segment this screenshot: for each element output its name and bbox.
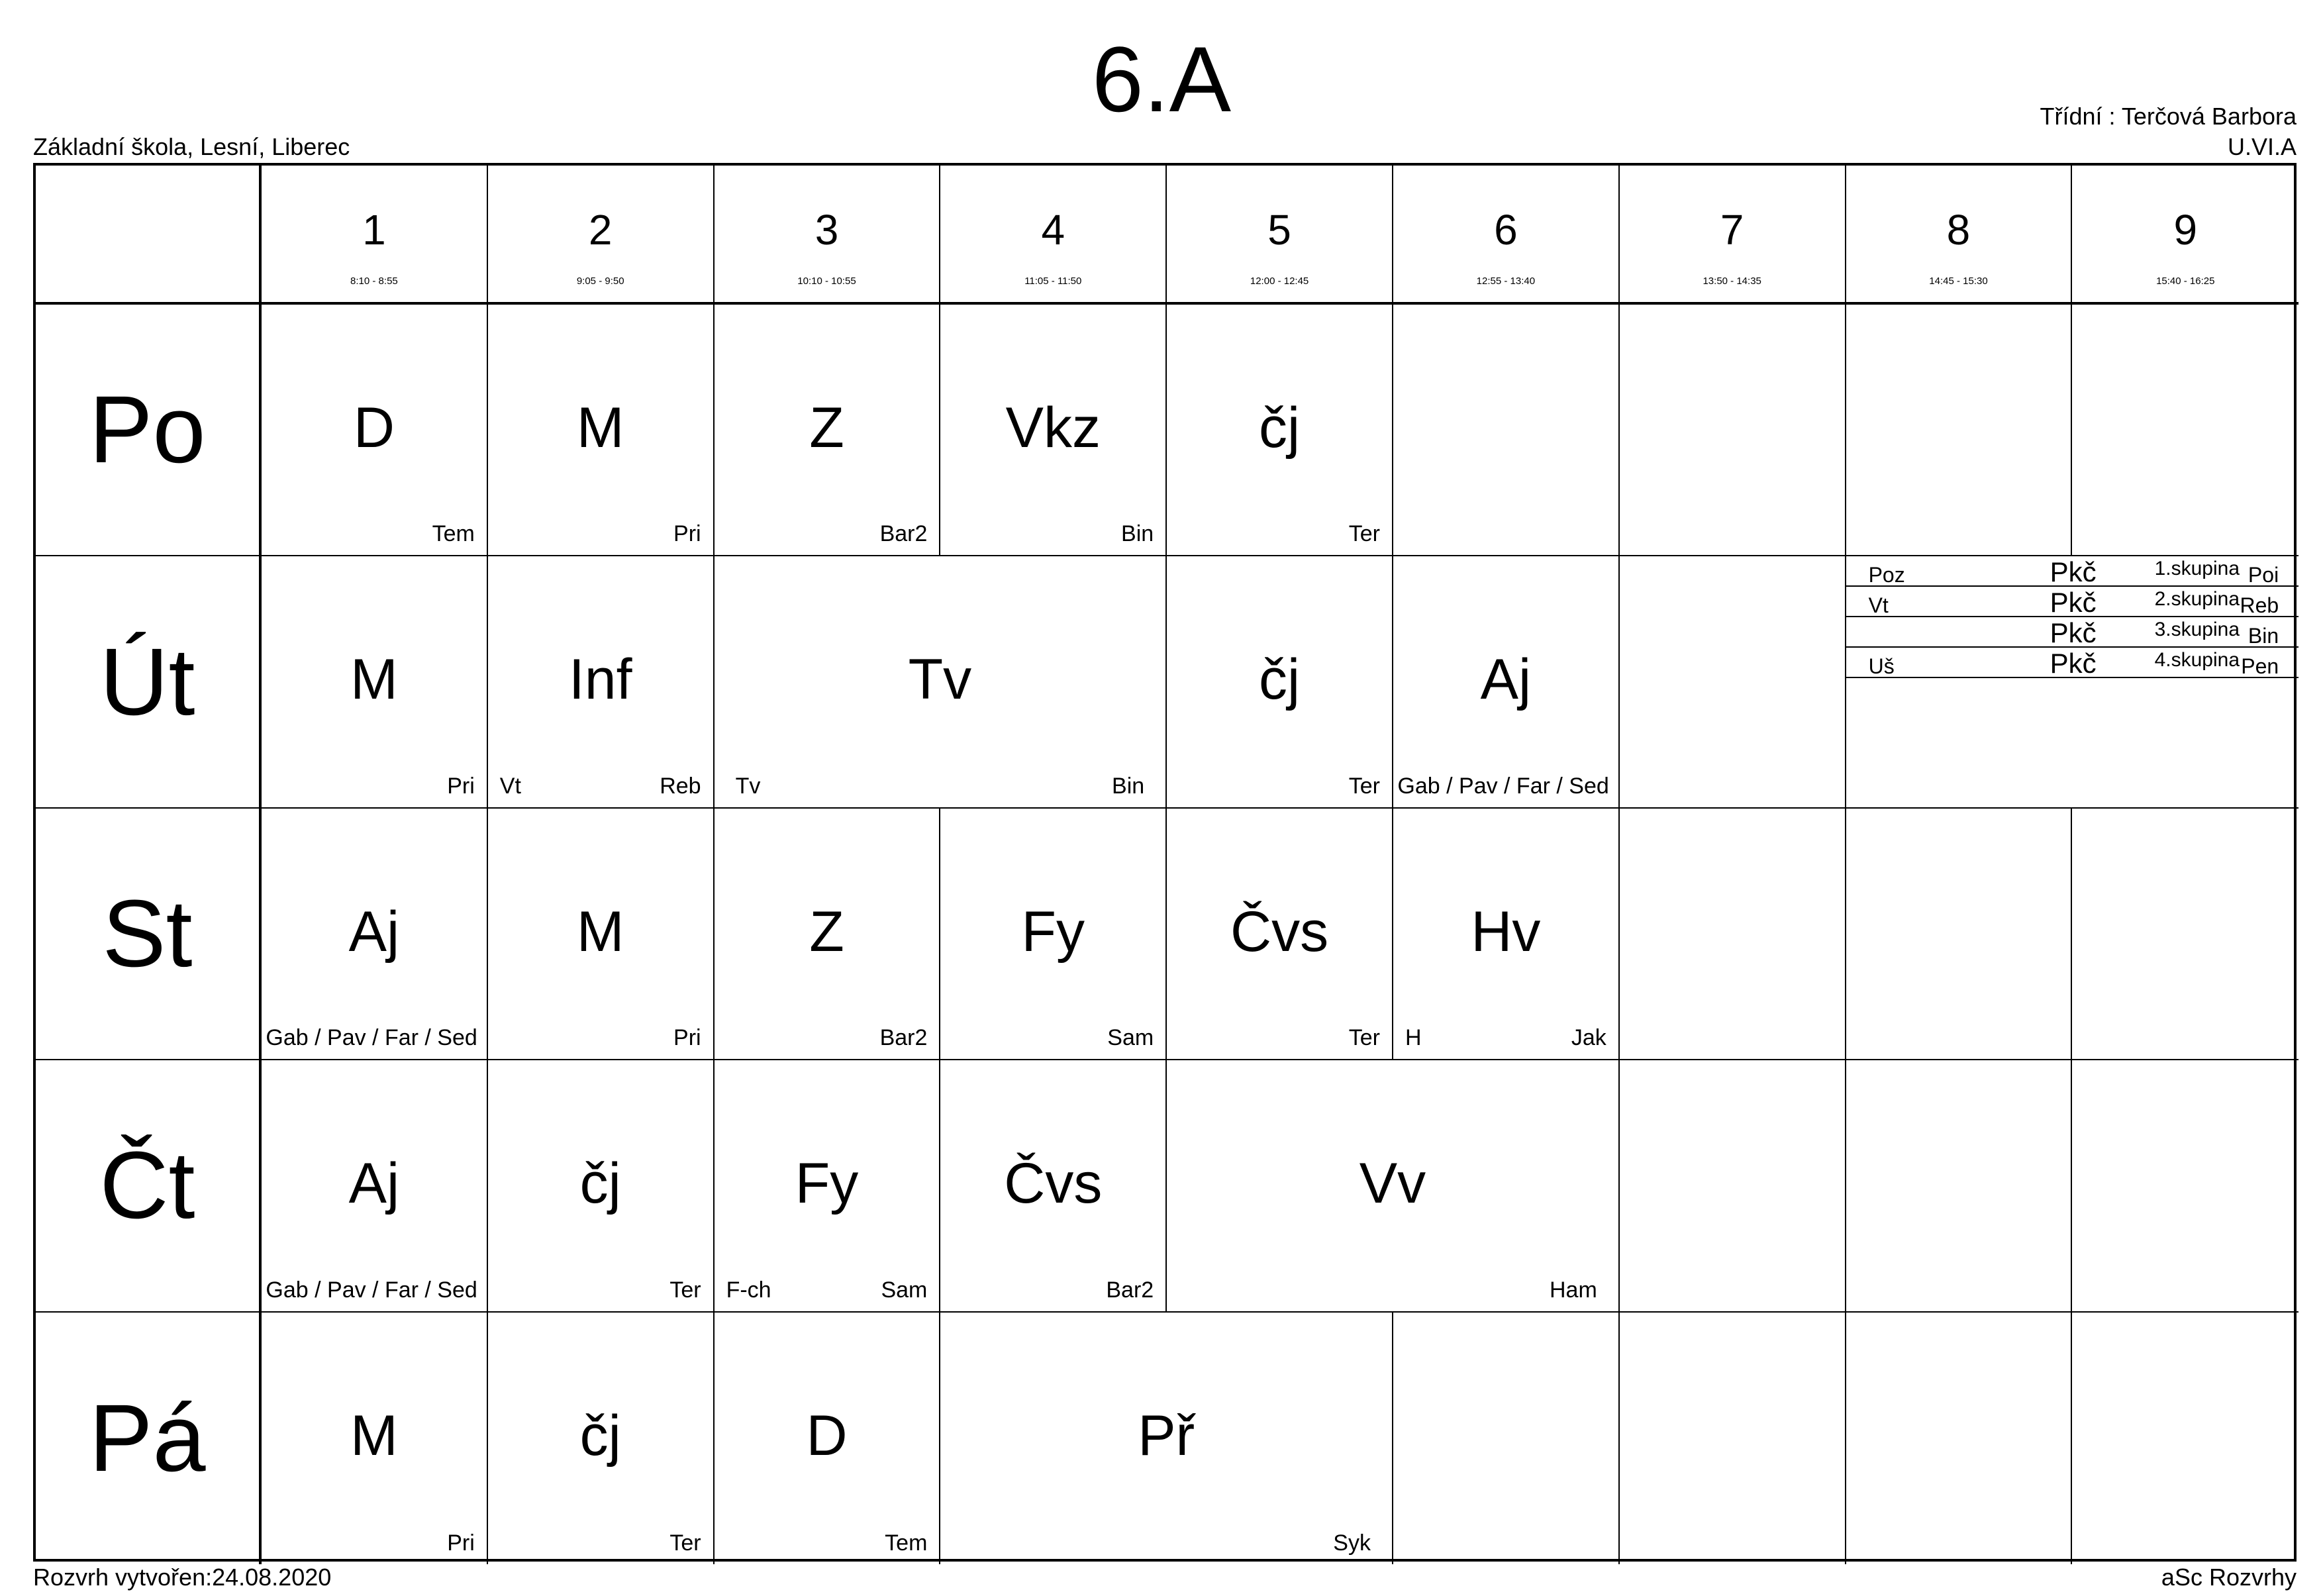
- lesson-subject: Čvs: [1004, 1152, 1103, 1216]
- period-header: [1620, 166, 1846, 305]
- empty-cell: [2072, 809, 2298, 1060]
- lesson-teacher: Gab / Pav / Far / Sed: [266, 1277, 477, 1303]
- lesson-teacher: Ter: [669, 1277, 701, 1303]
- day-name: Pá: [89, 1384, 206, 1491]
- group-lesson-list: [1846, 556, 2299, 678]
- lesson-cell: [940, 809, 1167, 1060]
- day-header: [36, 305, 262, 556]
- lesson-cell: [1393, 556, 1620, 808]
- lesson-cell: [940, 1060, 1167, 1312]
- lesson-teacher: Pri: [673, 1025, 701, 1051]
- group-lesson-row: [1846, 648, 2299, 678]
- lesson-subject: D: [806, 1403, 848, 1468]
- lesson-teacher: Reb: [660, 773, 701, 799]
- period-header: [1846, 166, 2073, 305]
- day-header: [36, 809, 262, 1060]
- lesson-cell: [488, 1060, 715, 1312]
- lesson-teacher: Bar2: [879, 521, 928, 547]
- timetable-grid: [33, 163, 2297, 1562]
- lesson-teacher: Sam: [881, 1277, 928, 1303]
- lesson-teacher: Jak: [1571, 1025, 1606, 1051]
- created-date: Rozvrh vytvořen:24.08.2020: [33, 1564, 332, 1591]
- lesson-subject: M: [576, 396, 624, 460]
- period-header: [2072, 166, 2298, 305]
- lesson-subject: Aj: [348, 899, 400, 964]
- empty-cell: [1393, 1313, 1620, 1564]
- lesson-subject: Z: [809, 396, 844, 460]
- group-lesson-row: [1846, 556, 2299, 587]
- day-header: [36, 556, 262, 808]
- period-header: [1393, 166, 1620, 305]
- lesson-teacher: Bar2: [1106, 1277, 1154, 1303]
- lesson-teacher: Pri: [447, 1530, 475, 1556]
- lesson-cell: [715, 1060, 941, 1312]
- day-name: Po: [89, 376, 206, 483]
- group-teacher: Pen: [2241, 654, 2279, 679]
- lesson-subject: Vv: [1359, 1152, 1426, 1216]
- group-teacher: Bin: [2248, 624, 2279, 648]
- day-name: Čt: [99, 1132, 195, 1239]
- group-teacher: Poi: [2248, 563, 2279, 587]
- software-credit: aSc Rozvrhy: [2161, 1564, 2297, 1591]
- lesson-cell: [262, 305, 488, 556]
- lesson-cell: [715, 556, 1167, 808]
- empty-cell: [1620, 809, 1846, 1060]
- period-header: [488, 166, 715, 305]
- lesson-teacher: Tem: [885, 1530, 928, 1556]
- empty-cell: [1620, 1313, 1846, 1564]
- lesson-subject: Fy: [1021, 899, 1085, 964]
- period-header: [715, 166, 941, 305]
- lesson-teacher: Sam: [1107, 1025, 1154, 1051]
- day-header: [36, 1313, 262, 1564]
- period-number: 8: [1946, 206, 1971, 254]
- group-code: Uš: [1868, 654, 1895, 679]
- group-code: Poz: [1868, 563, 1905, 587]
- lesson-teacher: Gab / Pav / Far / Sed: [1397, 773, 1609, 799]
- period-header: [1167, 166, 1393, 305]
- lesson-cell: [1167, 809, 1393, 1060]
- lesson-subject: D: [353, 396, 395, 460]
- lesson-teacher: Bin: [1112, 773, 1145, 799]
- lesson-group: Vt: [499, 773, 521, 799]
- empty-cell: [1846, 1313, 2073, 1564]
- lesson-teacher: Gab / Pav / Far / Sed: [266, 1025, 477, 1051]
- period-time: 9:05 - 9:50: [576, 275, 624, 287]
- lesson-subject: M: [350, 1403, 398, 1468]
- empty-cell: [1620, 556, 1846, 808]
- lesson-teacher: Pri: [673, 521, 701, 547]
- group-name: 1.skupina: [2154, 558, 2240, 580]
- lesson-teacher: Ter: [669, 1530, 701, 1556]
- lesson-subject: Vkz: [1005, 396, 1101, 460]
- lesson-cell: [1167, 556, 1393, 808]
- period-number: 9: [2173, 206, 2198, 254]
- period-time: 11:05 - 11:50: [1024, 275, 1082, 287]
- group-code: Vt: [1868, 593, 1889, 618]
- lesson-cell: [1167, 305, 1393, 556]
- lesson-cell: [488, 809, 715, 1060]
- empty-cell: [1846, 809, 2073, 1060]
- period-number: 7: [1720, 206, 1744, 254]
- lesson-cell: [262, 556, 488, 808]
- empty-cell: [2072, 1060, 2298, 1312]
- lesson-cell: [488, 1313, 715, 1564]
- lesson-cell: [715, 305, 941, 556]
- day-name: Út: [99, 628, 195, 735]
- lesson-teacher: Ter: [1348, 773, 1380, 799]
- period-time: 12:55 - 13:40: [1476, 275, 1536, 287]
- lesson-subject: čj: [579, 1152, 621, 1216]
- lesson-subject: Aj: [1480, 648, 1532, 712]
- period-number: 2: [588, 206, 613, 254]
- lesson-cell: [715, 809, 941, 1060]
- lesson-teacher: Syk: [1333, 1530, 1371, 1556]
- lesson-subject: M: [350, 648, 398, 712]
- lesson-subject: Inf: [568, 648, 632, 712]
- period-header: [940, 166, 1167, 305]
- lesson-teacher: Tem: [432, 521, 475, 547]
- lesson-cell: [262, 1060, 488, 1312]
- lesson-group: H: [1405, 1025, 1422, 1051]
- period-number: 5: [1267, 206, 1291, 254]
- lesson-subject: Čvs: [1230, 899, 1329, 964]
- empty-cell: [1620, 1060, 1846, 1312]
- day-name: St: [102, 879, 193, 987]
- lesson-subject: čj: [1259, 648, 1301, 712]
- group-subject: Pkč: [2050, 648, 2097, 679]
- lesson-subject: Tv: [908, 648, 972, 712]
- lesson-cell: [715, 1313, 941, 1564]
- lesson-subject: Fy: [795, 1152, 859, 1216]
- lesson-cell: [940, 305, 1167, 556]
- group-subject: Pkč: [2050, 617, 2097, 649]
- group-subject: Pkč: [2050, 587, 2097, 619]
- lesson-teacher: Ter: [1348, 521, 1380, 547]
- lesson-subject: M: [576, 899, 624, 964]
- lesson-subject: Hv: [1471, 899, 1541, 964]
- empty-cell: [1846, 305, 2073, 556]
- empty-cell: [2072, 305, 2298, 556]
- lesson-subject: čj: [579, 1403, 621, 1468]
- class-title: 6.A: [1091, 27, 1232, 131]
- period-number: 1: [362, 206, 386, 254]
- split-lesson-cell: [1846, 556, 2299, 808]
- period-number: 6: [1494, 206, 1518, 254]
- period-time: 10:10 - 10:55: [797, 275, 856, 287]
- period-time: 12:00 - 12:45: [1250, 275, 1309, 287]
- class-teacher: Třídní : Terčová Barbora: [2040, 103, 2297, 130]
- lesson-subject: Př: [1138, 1403, 1195, 1468]
- empty-cell: [1620, 305, 1846, 556]
- lesson-subject: Z: [809, 899, 844, 964]
- school-name: Základní škola, Lesní, Liberec: [33, 133, 350, 160]
- lesson-teacher: Bar2: [879, 1025, 928, 1051]
- lesson-subject: Aj: [348, 1152, 400, 1216]
- lesson-group: F-ch: [726, 1277, 771, 1303]
- lesson-teacher: Ter: [1348, 1025, 1380, 1051]
- lesson-cell: [488, 556, 715, 808]
- lesson-group: Tv: [735, 773, 761, 799]
- period-time: 15:40 - 16:25: [2156, 275, 2215, 287]
- group-subject: Pkč: [2050, 556, 2097, 588]
- period-time: 13:50 - 14:35: [1703, 275, 1761, 287]
- empty-cell: [1846, 1060, 2073, 1312]
- lesson-teacher: Ham: [1549, 1277, 1597, 1303]
- group-name: 4.skupina: [2154, 649, 2240, 672]
- lesson-cell: [262, 1313, 488, 1564]
- lesson-cell: [1393, 809, 1620, 1060]
- group-teacher: Reb: [2240, 593, 2279, 618]
- period-header: [262, 166, 488, 305]
- lesson-cell: [1167, 1060, 1620, 1312]
- empty-cell: [1393, 305, 1620, 556]
- empty-cell: [2072, 1313, 2298, 1564]
- home-room: U.VI.A: [2227, 133, 2297, 160]
- group-lesson-row: [1846, 617, 2299, 648]
- day-header: [36, 1060, 262, 1312]
- period-time: 14:45 - 15:30: [1929, 275, 1988, 287]
- period-number: 4: [1041, 206, 1065, 254]
- lesson-teacher: Bin: [1121, 521, 1154, 547]
- lesson-teacher: Pri: [447, 773, 475, 799]
- lesson-cell: [262, 809, 488, 1060]
- lesson-subject: čj: [1259, 396, 1301, 460]
- period-time: 8:10 - 8:55: [350, 275, 398, 287]
- group-name: 3.skupina: [2154, 619, 2240, 641]
- group-name: 2.skupina: [2154, 588, 2240, 611]
- corner-cell: [36, 166, 262, 305]
- period-number: 3: [815, 206, 839, 254]
- group-lesson-row: [1846, 587, 2299, 617]
- lesson-cell: [940, 1313, 1393, 1564]
- lesson-cell: [488, 305, 715, 556]
